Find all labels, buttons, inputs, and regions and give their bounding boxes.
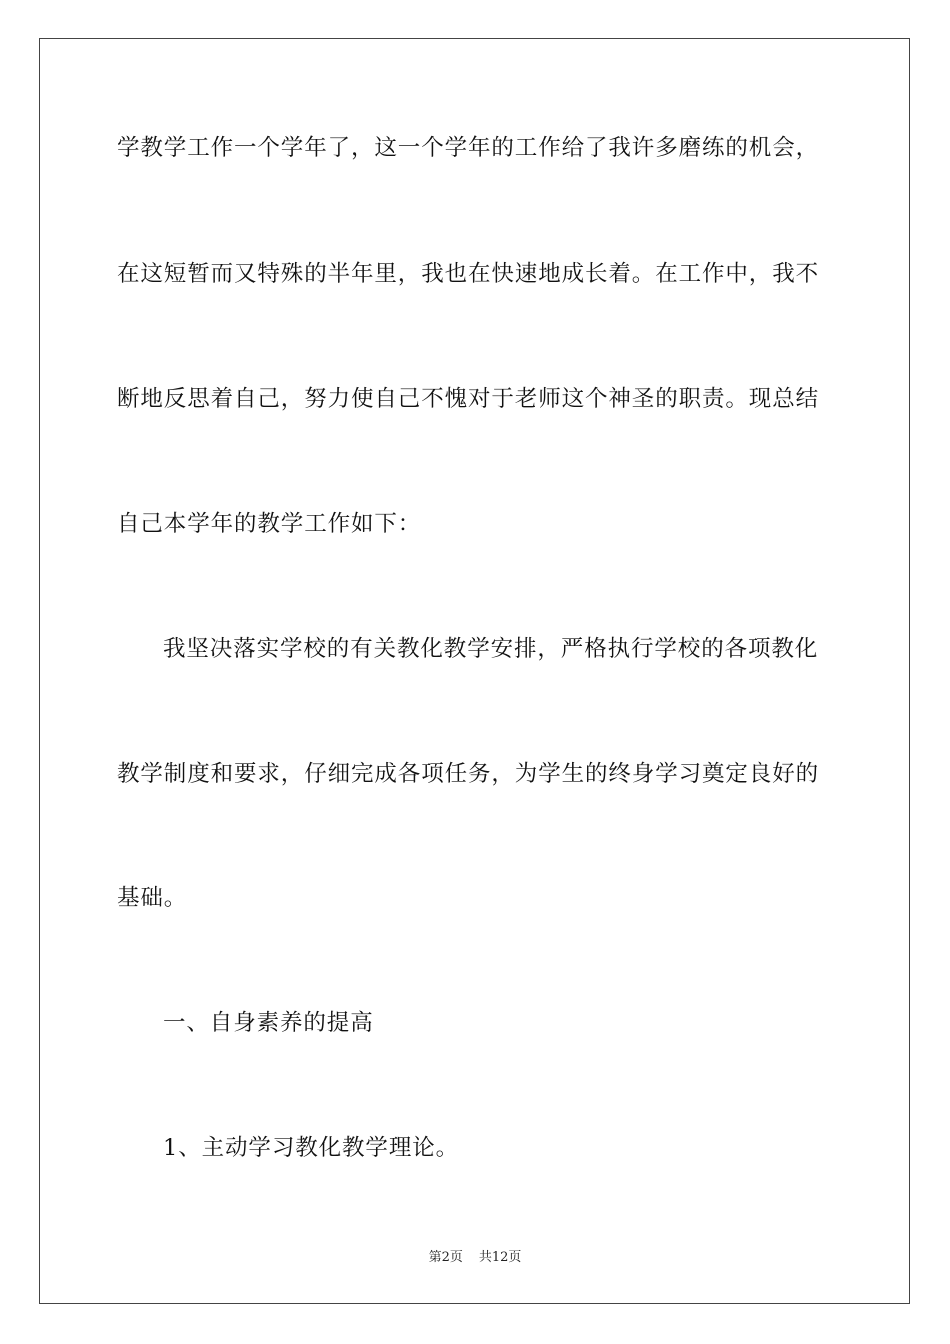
paragraph-line: 在这短暂而又特殊的半年里，我也在快速地成长着。在工作中，我不 [117,261,820,287]
paragraph-line: 我坚决落实学校的有关教化教学安排，严格执行学校的各项教化 [163,636,819,662]
section-heading: 一、自身素养的提高 [163,1010,374,1036]
page-frame [39,38,910,1304]
paragraph-line: 学教学工作一个学年了，这一个学年的工作给了我许多磨练的机会， [117,135,820,161]
total-pages: 共12页 [478,1250,522,1265]
paragraph-line: 自己本学年的教学工作如下： [117,511,422,537]
paragraph-line: 基础。 [117,885,188,911]
page-number: 第2页 [428,1250,463,1265]
paragraph-line: 教学制度和要求，仔细完成各项任务，为学生的终身学习奠定良好的 [117,761,820,787]
paragraph-line: 断地反思着自己，努力使自己不愧对于老师这个神圣的职责。现总结 [117,386,820,412]
subsection-heading: 1、主动学习教化教学理论。 [163,1135,460,1161]
page-footer [0,1249,950,1267]
